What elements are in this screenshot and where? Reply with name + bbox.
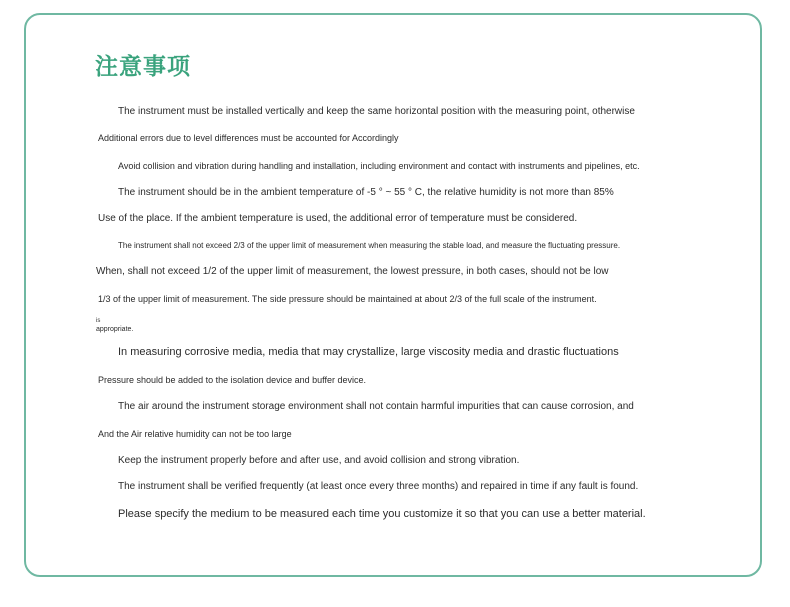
notice-line: The instrument shall be verified frequently (at least once every three months) and repaired in time if any fault is found. [118, 481, 639, 492]
notice-line: Avoid collision and vibration during handling and installation, including environment and contact with instruments and pipelines, etc. [118, 161, 640, 171]
notice-line: And the Air relative humidity can not be too large [98, 429, 292, 439]
notice-line: Use of the place. If the ambient temperature is used, the additional error of temperature must be considered. [98, 213, 578, 224]
notice-line: Pressure should be added to the isolation device and buffer device. [98, 375, 367, 385]
notice-line: appropriate. [96, 326, 134, 333]
notice-line: When, shall not exceed 1/2 of the upper limit of measurement, the lowest pressure, in both cases, should not be low [96, 266, 609, 277]
notice-line: The instrument must be installed vertically and keep the same horizontal position with the measuring point, otherwise [118, 106, 635, 117]
notice-line: 1/3 of the upper limit of measurement. The side pressure should be maintained at about 2/3 of the full scale of the instrument. [98, 294, 597, 304]
notice-line: In measuring corrosive media, media that may crystallize, large viscosity media and drastic fluctuations [118, 346, 619, 358]
notice-line: Additional errors due to level differences must be accounted for Accordingly [98, 133, 399, 143]
notice-line: Keep the instrument properly before and after use, and avoid collision and strong vibration. [118, 455, 520, 466]
notice-line: The instrument shall not exceed 2/3 of the upper limit of measurement when measuring the stable load, and measure the fluctuating pressure. [118, 241, 621, 250]
notice-line: is [96, 318, 101, 324]
notice-line: Please specify the medium to be measured each time you customize it so that you can use a better material. [118, 508, 646, 520]
page-title: 注意事项 [95, 54, 191, 80]
notice-line: The air around the instrument storage environment shall not contain harmful impurities that can cause corrosion, and [118, 401, 634, 412]
notice-line: The instrument should be in the ambient temperature of -5 ° ~ 55 ° C, the relative humidity is not more than 85% [118, 187, 614, 198]
